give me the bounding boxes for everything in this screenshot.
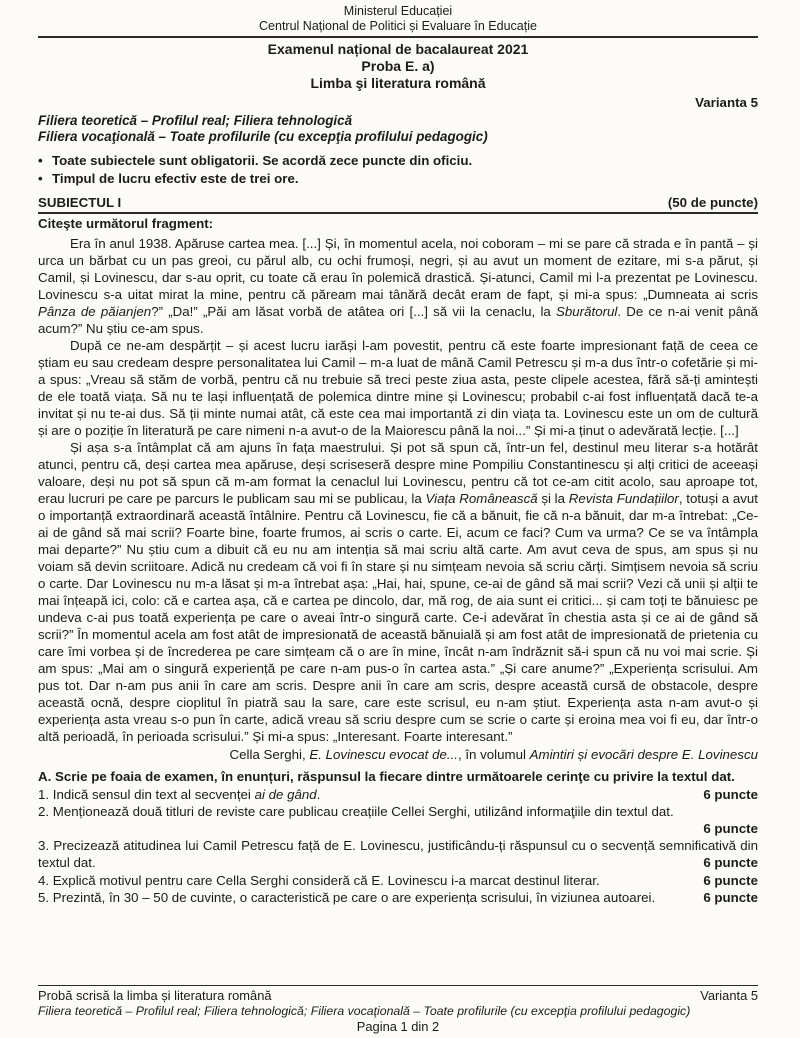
points-badge: 6 puncte	[703, 872, 758, 888]
footer-divider	[38, 985, 758, 986]
filiera-line-2: Filiera vocaţională – Toate profilurile (cu excepţia profilului pedagogic)	[38, 129, 488, 144]
item-text: 2. Menționează două titluri de reviste care publicau creațiile Cellei Serghi, utilizând informaţiile din textul dat.	[38, 803, 674, 819]
points-badge: 6 puncte	[703, 820, 758, 836]
requirement-item-3	[38, 837, 758, 871]
fragment-paragraph-2: După ce ne-am despărțit – și acest lucru iarăși l-am povestit, pentru că este foarte impresionant față de ceea ce știam eu sau credeam despre personalitatea lui Camil – m-a luat de mână Camil Petrescu și m-a dus într-o cofetărie și mi-a spus: „Vreau să stăm de vorbă, pentru că nu trebuie să treci peste ziua asta, peste clipele acestea, fără să-ți amintești de ele toată viața. Să nu te lași influențată de polemica dintre mine și Lovinescu; probabil c-ai fost influențată dacă te-a invitat și nu te-ai dus. Să ții minte numai atât, că este cea mai importantă zi din viața ta. Lovinescu este un om de cultură și are o poziție în literatură pe care nimeni n-a avut-o de la Maiorescu până la noi...” Și mi-a ținut o adevărată lecție. [...]	[38, 338, 758, 438]
item-text: 3. Precizează atitudinea lui Camil Petrescu față de E. Lovinescu, justificându-ți răspunsul cu o secvență semnificativă din textul dat.	[38, 838, 758, 871]
note-mandatory	[38, 152, 758, 170]
requirement-item-4	[38, 872, 758, 889]
bullet-icon: •	[38, 153, 43, 168]
footer-variant: Varianta 5	[700, 987, 758, 1003]
footer-filiera: Filiera teoretică – Profilul real; Filiera tehnologică; Filiera vocaţională – Toate profilurile (cu excepţia profilului pedagogic)	[38, 1003, 691, 1018]
note-text: Toate subiectele sunt obligatorii. Se acordă zece puncte din oficiu.	[52, 153, 473, 168]
center-national-line: Centrul Național de Politici și Evaluare în Educație	[259, 19, 537, 33]
bullet-icon: •	[38, 170, 43, 186]
fragment-paragraph-1: Era în anul 1938. Apăruse cartea mea. [...] Și, în momentul acela, noi coboram – mi se pare că strada e în pantă – și urca un bărbat cu un pas greoi, cu părul alb, cu ochi frumoși, negri, și au avut un moment de ezitare, mi s-a părut, și Camil, și Lovinescu, dar s-au oprit, cu toate că erau în polemică drastică. Și-atunci, Camil mi l-a prezentat pe Lovinescu. Lovinescu s-a uitat mirat la mine, pentru că păream mai tânără decât eram de fapt, și mi-a spus: „Dumneata ai scris Pânza de păianjen?” „Da!” „Păi am lăsat vorbă de atâtea ori [...] să vii la cenaclu, la Sburătorul. De ce n-ai venit până acum?” Nu știu ce-am spus.	[38, 236, 758, 336]
fragment-paragraph-3: Și așa s-a întâmplat că am ajuns în fața maestrului. Și pot să spun că, într-un fel, destinul meu literar s-a hotărât atunci, pentru că, deși cartea mea apăruse, deși scriseseră despre mine Pompiliu Constantinescu și alți critici de aceeași valoare, deși nu pot să spun că m-am format la cenaclul lui Lovinescu, pentru că tot ce-am citit acolo, sau aproape tot, erau lucruri pe care pe parcurs le publicam sau mi se publicau, la Viața Românească și la Revista Fundațiilor, totuși a avut o importanță extraordinară această întâlnire. Pentru că Lovinescu, fie că a bănuit, fie că n-a bănuit, dar m-a întrebat: „Ce-ai de gând să mai scrii? Foarte bine, foarte frumos, ai scris o carte. Ei, acum ce faci? Cum va urma? Ce se va întâmpla mai departe?” Nu știu cum a dibuit că eu nu am intenția să mai scriu altă carte. Am avut ceva de spus, am spus și nu voiam să devin scriitoare. Adică nu credeam că voi fi în stare și nu simțeam nevoia să scriu cărți. Simțisem nevoia să scriu o carte. Dar Lovinescu nu m-a lăsat și m-a întrebat așa: „Hai, hai, spune, ce-ai de gând să mai scrii? Vezi că unii și alții te mai înțeapă ici, colo: că e cartea așa, că e cartea pe dincolo, dar, mă rog, de aia sunt ei critici... și cam toți te bănuiesc pe undeva c-ai pus toată experiența pe care o aveai într-o singură carte. Ce-i adevărat în chestia asta și ce ai de gând să scrii?” În momentul acela am fost atât de impresionată de această bănuială și am fost atât de impresionată de prietenia cu care îmi vorbea și de încrederea pe care simțeam că o are în mine, încât n-am îndrăznit să-i spun că nu voi mai scrie. Și am spus: „Mai am o singură experiență pe care n-am pus-o în cartea asta.” „Și care anume?” „Experiența scrisului. Am pus tot. Dar n-am pus anii în care am scris. Despre anii în care am scris, despre această cursă de obstacole, despre această ocnă, despre cioplitul în piatră sau la sare, care este scrisul, eu n-am știut. Experiența asta n-am avut-o și experiența asta vreau s-o pun în carte, adică vreau să scriu despre cum se scrie o carte și eroina mea voi fi eu, dar într-o altă perioadă, în perioada scrisului.” Și mi-a spus: „Interesant. Foarte interesant.”	[38, 440, 758, 744]
item-text: 5. Prezintă, în 30 – 50 de cuvinte, o caracteristică pe care o are experiența scrisului, în viziunea autoarei.	[38, 889, 656, 905]
subject-points: (50 de puncte)	[667, 195, 758, 210]
points-badge: 6 puncte	[703, 889, 758, 905]
requirement-item-5	[38, 889, 758, 906]
section-a-items	[38, 786, 758, 906]
section-a-heading: A. Scrie pe foaia de examen, în enunțuri, răspunsul la fiecare dintre următoarele cerinţe cu privire la textul dat.	[38, 769, 735, 784]
item-text: 4. Explică motivul pentru care Cella Serghi consideră că E. Lovinescu i-a marcat destinul literar.	[38, 872, 600, 888]
exam-title: Examenul național de bacalaureat 2021	[267, 41, 529, 57]
points-badge: 6 puncte	[703, 855, 758, 871]
exam-proba: Proba E. a)	[361, 58, 435, 74]
requirement-item-1	[38, 786, 758, 803]
page-footer	[38, 985, 758, 1035]
filiera-line-1: Filiera teoretică – Profilul real; Filiera tehnologică	[38, 113, 353, 128]
footer-row	[38, 988, 758, 1004]
footer-page-number: Pagina 1 din 2	[356, 1019, 440, 1034]
literary-fragment	[38, 235, 758, 745]
exam-subject-name: Limba şi literatura română	[310, 75, 486, 91]
note-duration	[38, 170, 758, 188]
variant-label: Varianta 5	[695, 95, 758, 110]
general-notes	[38, 152, 758, 187]
subject-header	[38, 194, 758, 214]
subject-label: SUBIECTUL I	[38, 195, 122, 210]
item-text: 1. Indică sensul din text al secvenței ai de gând.	[38, 786, 321, 802]
read-instruction: Citeşte următorul fragment:	[38, 216, 214, 231]
points-badge: 6 puncte	[703, 786, 758, 802]
header-divider	[38, 36, 758, 38]
requirement-item-2	[38, 803, 758, 837]
ministry-line: Ministerul Educației	[343, 4, 453, 18]
note-text: Timpul de lucru efectiv este de trei ore.	[52, 170, 299, 186]
footer-exam-name: Probă scrisă la limba și literatura română	[38, 987, 272, 1003]
fragment-attribution: Cella Serghi, E. Lovinescu evocat de..., în volumul Amintiri și evocări despre E. Lovinescu	[229, 747, 758, 762]
